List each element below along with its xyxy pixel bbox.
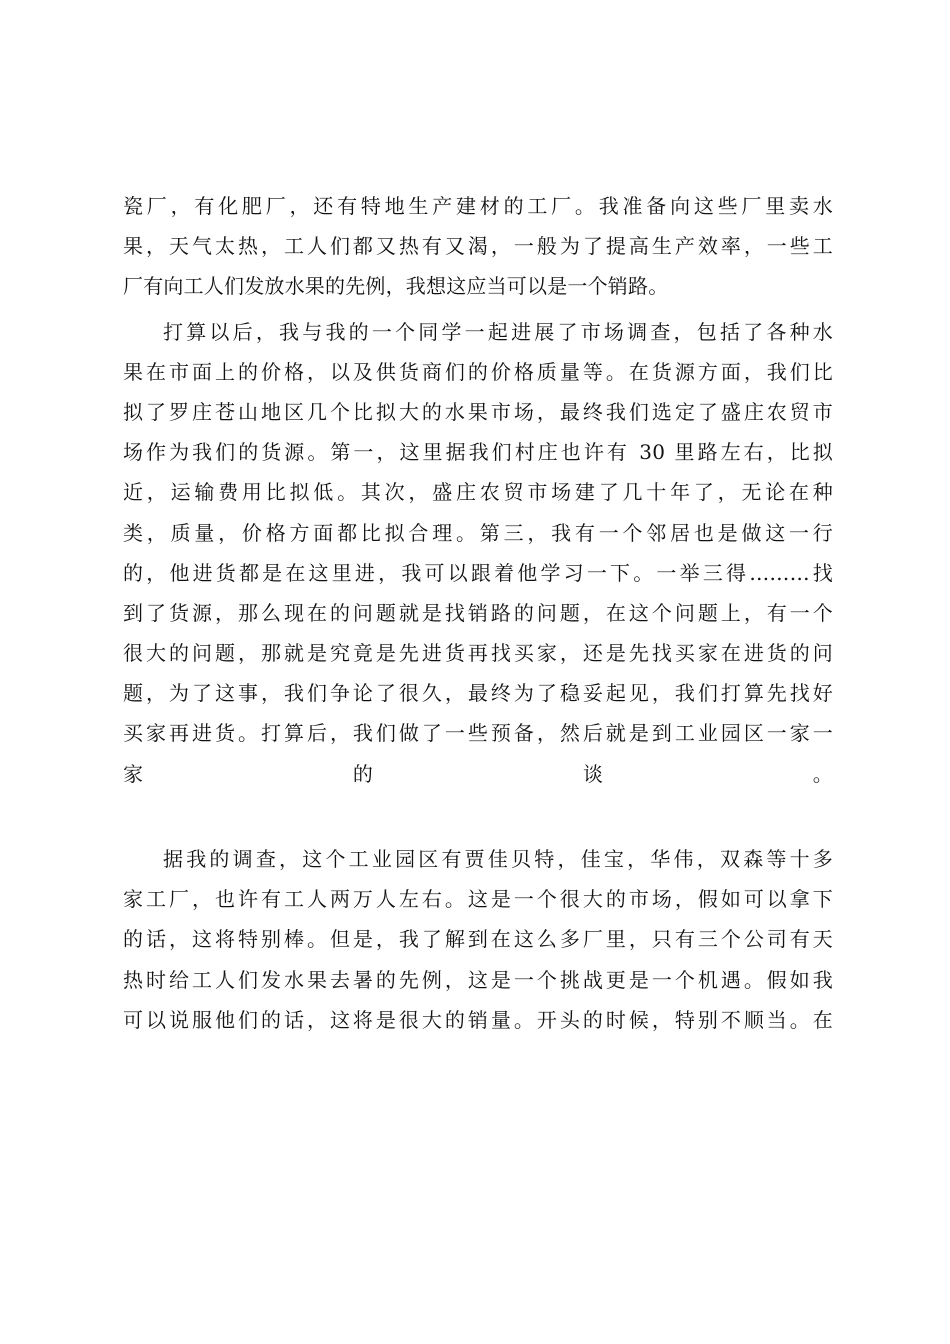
paragraph-2 <box>123 312 833 834</box>
text-line: 厂有向工人们发放水果的先例，我想这应当可以是一个销路。 <box>123 274 669 299</box>
text-line: 家的谈。 <box>123 761 833 786</box>
text-line: 题，为了这事，我们争论了很久，最终为了稳妥起见，我们打算先找好 <box>123 681 833 706</box>
text-line: 家工厂，也许有工人两万人左右。这是一个很大的市场，假如可以拿下 <box>123 887 833 912</box>
text-line: 的话，这将特别棒。但是，我了解到在这么多厂里，只有三个公司有天 <box>123 927 833 952</box>
text-line: 打算以后，我与我的一个同学一起进展了市场调查，包括了各种水 <box>163 319 833 344</box>
text-line: 到了货源，那么现在的问题就是找销路的问题，在这个问题上，有一个 <box>123 600 833 625</box>
text-line: 类，质量，价格方面都比拟合理。第三，我有一个邻居也是做这一行 <box>123 520 833 545</box>
text-line: 热时给工人们发水果去暑的先例，这是一个挑战更是一个机遇。假如我 <box>123 967 833 992</box>
text-line: 可以说服他们的话，这将是很大的销量。开头的时候，特别不顺当。在 <box>123 1007 833 1032</box>
text-line: 据我的调查，这个工业园区有贾佳贝特，佳宝，华伟，双森等十多 <box>163 847 833 871</box>
text-line: 很大的问题，那就是究竟是先进货再找买家，还是先找买家在进货的问 <box>123 641 833 666</box>
text-line: 的，他进货都是在这里进，我可以跟着他学习一下。一举三得………找 <box>123 560 833 585</box>
text-line: 近，运输费用比拟低。其次，盛庄农贸市场建了几十年了，无论在种 <box>123 480 833 505</box>
text-line: 瓷厂，有化肥厂，还有特地生产建材的工厂。我准备向这些厂里卖水 <box>123 194 833 218</box>
paragraph-1 <box>123 186 833 307</box>
text-line: 拟了罗庄苍山地区几个比拟大的水果市场，最终我们选定了盛庄农贸市 <box>123 399 833 424</box>
paragraph-3 <box>123 839 833 1040</box>
text-line <box>123 794 833 834</box>
text-line: 果在市面上的价格，以及供货商们的价格质量等。在货源方面，我们比 <box>123 359 833 384</box>
text-line: 场作为我们的货源。第一，这里据我们村庄也许有 30 里路左右，比拟 <box>123 440 833 465</box>
text-line: 买家再进货。打算后，我们做了一些预备，然后就是到工业园区一家一 <box>123 721 833 746</box>
body-text <box>123 186 833 1040</box>
text-line: 果，天气太热，工人们都又热有又渴，一般为了提高生产效率，一些工 <box>123 234 833 259</box>
